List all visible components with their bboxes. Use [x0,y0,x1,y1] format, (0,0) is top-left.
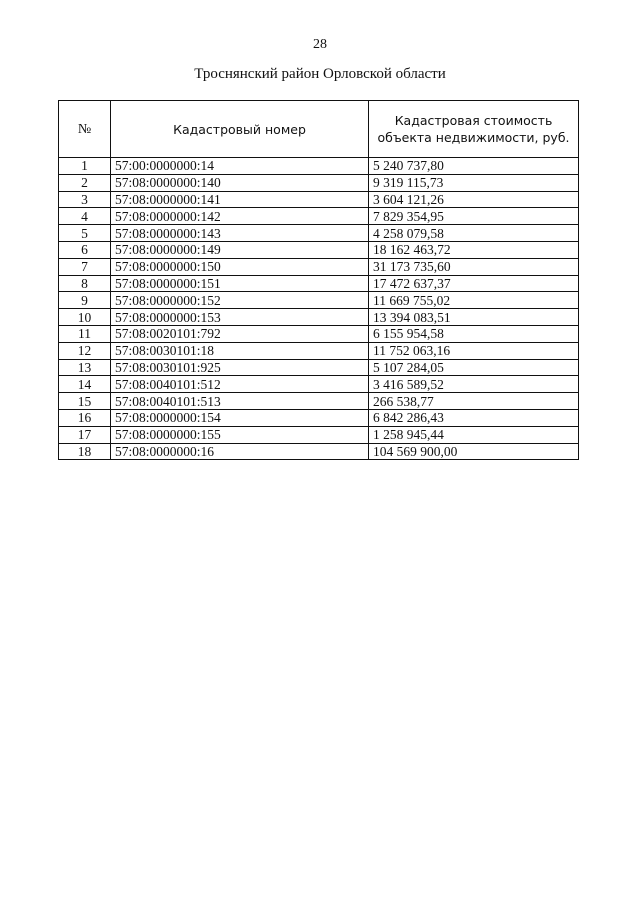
row-number-cell: 4 [59,208,111,225]
row-number-cell: 9 [59,292,111,309]
cadastral-number-cell: 57:08:0000000:142 [111,208,369,225]
cadastral-number-cell: 57:08:0000000:152 [111,292,369,309]
cadastral-value-cell: 4 258 079,58 [369,225,579,242]
document-title: Троснянский район Орловской области [194,66,446,82]
cadastral-value-cell: 11 669 755,02 [369,292,579,309]
row-number-cell: 15 [59,393,111,410]
table-row [59,292,579,309]
row-number-cell: 10 [59,309,111,326]
cadastral-value-cell: 104 569 900,00 [369,443,579,460]
table-row [59,309,579,326]
table-row [59,174,579,191]
cadastral-number-cell: 57:08:0030101:925 [111,359,369,376]
cadastral-number-cell: 57:00:0000000:14 [111,158,369,175]
row-number-cell: 1 [59,158,111,175]
row-number-cell: 12 [59,342,111,359]
cadastral-value-cell: 1 258 945,44 [369,426,579,443]
cadastral-number-cell: 57:08:0040101:512 [111,376,369,393]
table-row [59,158,579,175]
table-body [59,158,579,460]
cadastral-number-cell: 57:08:0000000:149 [111,241,369,258]
cadastral-number-cell: 57:08:0000000:140 [111,174,369,191]
table-row [59,409,579,426]
row-number-cell: 16 [59,409,111,426]
table-row [59,208,579,225]
cadastral-value-cell: 11 752 063,16 [369,342,579,359]
cadastral-value-cell: 6 842 286,43 [369,409,579,426]
cadastral-number-cell: 57:08:0000000:150 [111,258,369,275]
table-row [59,359,579,376]
table-row [59,393,579,410]
header-row [59,101,579,158]
cadastral-number-cell: 57:08:0030101:18 [111,342,369,359]
cadastral-value-cell: 13 394 083,51 [369,309,579,326]
table-row [59,191,579,208]
row-number-cell: 14 [59,376,111,393]
table-row [59,443,579,460]
cadastral-number-cell: 57:08:0020101:792 [111,325,369,342]
table-row [59,258,579,275]
row-number-cell: 17 [59,426,111,443]
table-header [59,101,579,158]
header-cadastral-value: Кадастровая стоимость объекта недвижимости, руб. [369,101,579,158]
row-number-cell: 5 [59,225,111,242]
row-number-cell: 7 [59,258,111,275]
row-number-cell: 13 [59,359,111,376]
table-row [59,275,579,292]
table-row [59,225,579,242]
table-row [59,426,579,443]
cadastral-number-cell: 57:08:0000000:16 [111,443,369,460]
header-cadastral-number: Кадастровый номер [111,101,369,158]
row-number-cell: 18 [59,443,111,460]
cadastral-value-cell: 31 173 735,60 [369,258,579,275]
cadastral-number-cell: 57:08:0000000:153 [111,309,369,326]
cadastral-value-cell: 5 107 284,05 [369,359,579,376]
cadastral-value-cell: 266 538,77 [369,393,579,410]
table-row [59,325,579,342]
cadastral-number-cell: 57:08:0040101:513 [111,393,369,410]
row-number-cell: 8 [59,275,111,292]
cadastral-number-cell: 57:08:0000000:143 [111,225,369,242]
cadastral-value-cell: 17 472 637,37 [369,275,579,292]
table-row [59,342,579,359]
row-number-cell: 6 [59,241,111,258]
row-number-cell: 11 [59,325,111,342]
cadastral-value-cell: 6 155 954,58 [369,325,579,342]
cadastral-number-cell: 57:08:0000000:154 [111,409,369,426]
cadastral-number-cell: 57:08:0000000:141 [111,191,369,208]
table-row [59,241,579,258]
cadastral-value-cell: 7 829 354,95 [369,208,579,225]
cadastral-number-cell: 57:08:0000000:155 [111,426,369,443]
page-number: 28 [313,37,327,52]
cadastral-value-cell: 3 416 589,52 [369,376,579,393]
cadastral-value-cell: 3 604 121,26 [369,191,579,208]
cadastral-table [58,100,579,460]
cadastral-number-cell: 57:08:0000000:151 [111,275,369,292]
cadastral-value-cell: 5 240 737,80 [369,158,579,175]
row-number-cell: 3 [59,191,111,208]
cadastral-value-cell: 9 319 115,73 [369,174,579,191]
cadastral-value-cell: 18 162 463,72 [369,241,579,258]
table-row [59,376,579,393]
row-number-cell: 2 [59,174,111,191]
header-number: № [59,101,111,158]
